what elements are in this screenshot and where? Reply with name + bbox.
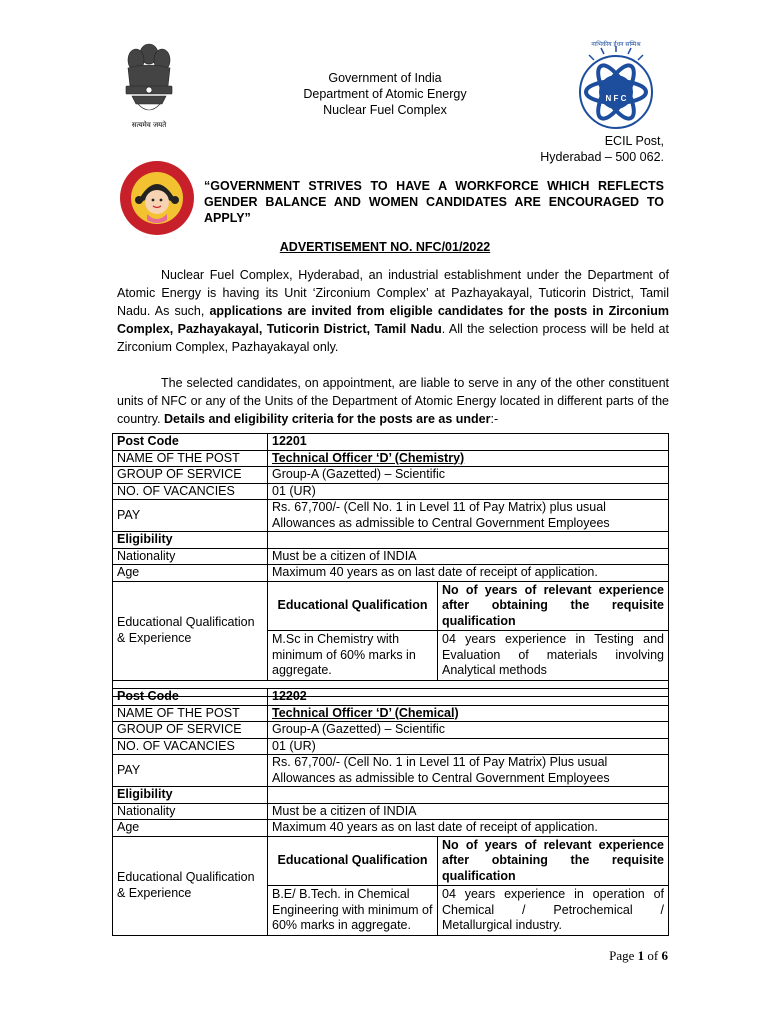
- pay-value: Rs. 67,700/- (Cell No. 1 in Level 11 of Pay Matrix) plus usual Allowances as admissible to Central Government Employees: [268, 500, 669, 532]
- exp-head: No of years of relevant experience after obtaining the requisite qualification: [438, 582, 668, 632]
- post-table-12202: [112, 688, 669, 936]
- table-row: [113, 689, 669, 706]
- table-row: [113, 581, 669, 680]
- post-name-value: Technical Officer ‘D’ (Chemical): [268, 705, 669, 722]
- table-row: [113, 836, 669, 935]
- post-table-12201: [112, 433, 669, 697]
- nfc-atom-icon: [568, 42, 664, 138]
- table-row: [113, 787, 669, 804]
- edu-head: Educational Qualification: [268, 582, 438, 632]
- header-block: [240, 70, 530, 118]
- nfc-logo-hindi: नाभिकीय ईंधन सम्मिश्र: [591, 41, 641, 48]
- pay-label: PAY: [113, 755, 268, 787]
- page-number: [609, 948, 668, 964]
- group-value: Group-A (Gazetted) – Scientific: [268, 722, 669, 739]
- gender-balance-slogan: “GOVERNMENT STRIVES TO HAVE A WORKFORCE WHICH REFLECTS GENDER BALANCE AND WOMEN CANDIDATES ARE ENCOURAGED TO APPLY”: [204, 179, 664, 225]
- nationality-value: Must be a citizen of INDIA: [268, 803, 669, 820]
- post-name-value: Technical Officer ‘D’ (Chemistry): [268, 450, 669, 467]
- vacancies-label: NO. OF VACANCIES: [113, 483, 268, 500]
- emblem-caption: सत्यमेव जयते: [131, 121, 167, 129]
- address-line-2: Hyderabad – 500 062.: [540, 150, 664, 164]
- table-row: [113, 755, 669, 787]
- group-value: Group-A (Gazetted) – Scientific: [268, 467, 669, 484]
- intro-text-bold: applications are invited from eligible candidates for the posts in Zirconium Complex, Pazhayakayal, Tuticorin District, Tamil Nadu: [117, 304, 669, 336]
- post-code-label: Post Code: [113, 689, 268, 706]
- nationality-label: Nationality: [113, 803, 268, 820]
- table-row: [113, 705, 669, 722]
- eligibility-label: Eligibility: [113, 532, 268, 549]
- post-code-label: Post Code: [113, 434, 268, 451]
- group-label: GROUP OF SERVICE: [113, 722, 268, 739]
- qualification-value: M.Sc in Chemistry with minimum of 60% marks in aggregate.: [268, 631, 438, 680]
- age-label: Age: [113, 565, 268, 582]
- qualification-grid: [268, 837, 668, 935]
- post-code-value: 12201: [268, 434, 669, 451]
- address-line-1: ECIL Post,: [604, 134, 664, 148]
- qualification-grid: [268, 582, 668, 680]
- header-line-3: Nuclear Fuel Complex: [323, 103, 447, 117]
- nfc-logo-label: N F C: [605, 94, 627, 103]
- table-row: [113, 722, 669, 739]
- header-line-2: Department of Atomic Energy: [303, 87, 467, 101]
- edu-label: Educational Qualification & Experience: [113, 836, 268, 935]
- table-row: [113, 483, 669, 500]
- nationality-value: Must be a citizen of INDIA: [268, 548, 669, 565]
- girl-child-badge: [117, 158, 197, 238]
- posting-paragraph: [117, 374, 669, 428]
- header-line-1: Government of India: [328, 71, 442, 85]
- table-row: [113, 532, 669, 549]
- post-name-label: NAME OF THE POST: [113, 705, 268, 722]
- intro-text-2: . All the selection process will be held at Zirconium Complex, Pazhayakayal only.: [117, 322, 669, 354]
- table-row: [113, 565, 669, 582]
- posting-text-bold: Details and eligibility criteria for the posts are as under: [164, 412, 491, 426]
- exp-head: No of years of relevant experience after obtaining the requisite qualification: [438, 837, 668, 887]
- qualification-value: B.E/ B.Tech. in Chemical Engineering with minimum of 60% marks in aggregate.: [268, 886, 438, 935]
- pay-label: PAY: [113, 500, 268, 532]
- experience-value: 04 years experience in Testing and Evaluation of materials involving Analytical methods: [442, 632, 664, 677]
- experience-value: 04 years experience in operation of Chemical / Petrochemical / Metallurgical industry.: [442, 887, 664, 932]
- page-total: 6: [661, 948, 668, 963]
- post-name-label: NAME OF THE POST: [113, 450, 268, 467]
- group-label: GROUP OF SERVICE: [113, 467, 268, 484]
- table-row: [113, 467, 669, 484]
- girl-child-icon: [117, 158, 197, 238]
- lion-capital-icon: [118, 40, 180, 120]
- age-label: Age: [113, 820, 268, 837]
- pay-value: Rs. 67,700/- (Cell No. 1 in Level 11 of Pay Matrix) Plus usual Allowances as admissible to Central Government Employees: [268, 755, 669, 787]
- edu-label: Educational Qualification & Experience: [113, 581, 268, 680]
- advertisement-number: ADVERTISEMENT NO. NFC/01/2022: [279, 240, 491, 254]
- table-row: [113, 803, 669, 820]
- table-row: [113, 500, 669, 532]
- age-value: Maximum 40 years as on last date of receipt of application.: [268, 820, 669, 837]
- posting-text-1: The selected candidates, on appointment, are liable to serve in any of the other constituent units of NFC or any of the Units of the Department of Atomic Energy located in different parts of the country.: [117, 376, 669, 426]
- post-code-value: 12202: [268, 689, 669, 706]
- table-row: [113, 450, 669, 467]
- nfc-logo: [568, 42, 664, 138]
- age-value: Maximum 40 years as on last date of receipt of application.: [268, 565, 669, 582]
- nationality-label: Nationality: [113, 548, 268, 565]
- intro-paragraph: [117, 266, 669, 356]
- page-label: Page: [609, 948, 635, 963]
- vacancies-value: 01 (UR): [268, 738, 669, 755]
- page-current: 1: [637, 948, 645, 963]
- intro-text-1: Nuclear Fuel Complex, Hyderabad, an industrial establishment under the Department of Atomic Energy is having its Unit ‘Zirconium Complex’ at Pazhayakayal, Tuticorin District, Tamil Nadu. As such,: [117, 268, 669, 318]
- table-row: [113, 434, 669, 451]
- table-row: [113, 738, 669, 755]
- vacancies-label: NO. OF VACANCIES: [113, 738, 268, 755]
- table-row: [113, 820, 669, 837]
- eligibility-label: Eligibility: [113, 787, 268, 804]
- vacancies-value: 01 (UR): [268, 483, 669, 500]
- emblem-of-india: [118, 40, 180, 130]
- edu-head: Educational Qualification: [268, 837, 438, 887]
- address-block: [540, 133, 664, 165]
- page-of: of: [647, 948, 659, 963]
- table-row: [113, 548, 669, 565]
- posting-text-2: :-: [490, 412, 499, 426]
